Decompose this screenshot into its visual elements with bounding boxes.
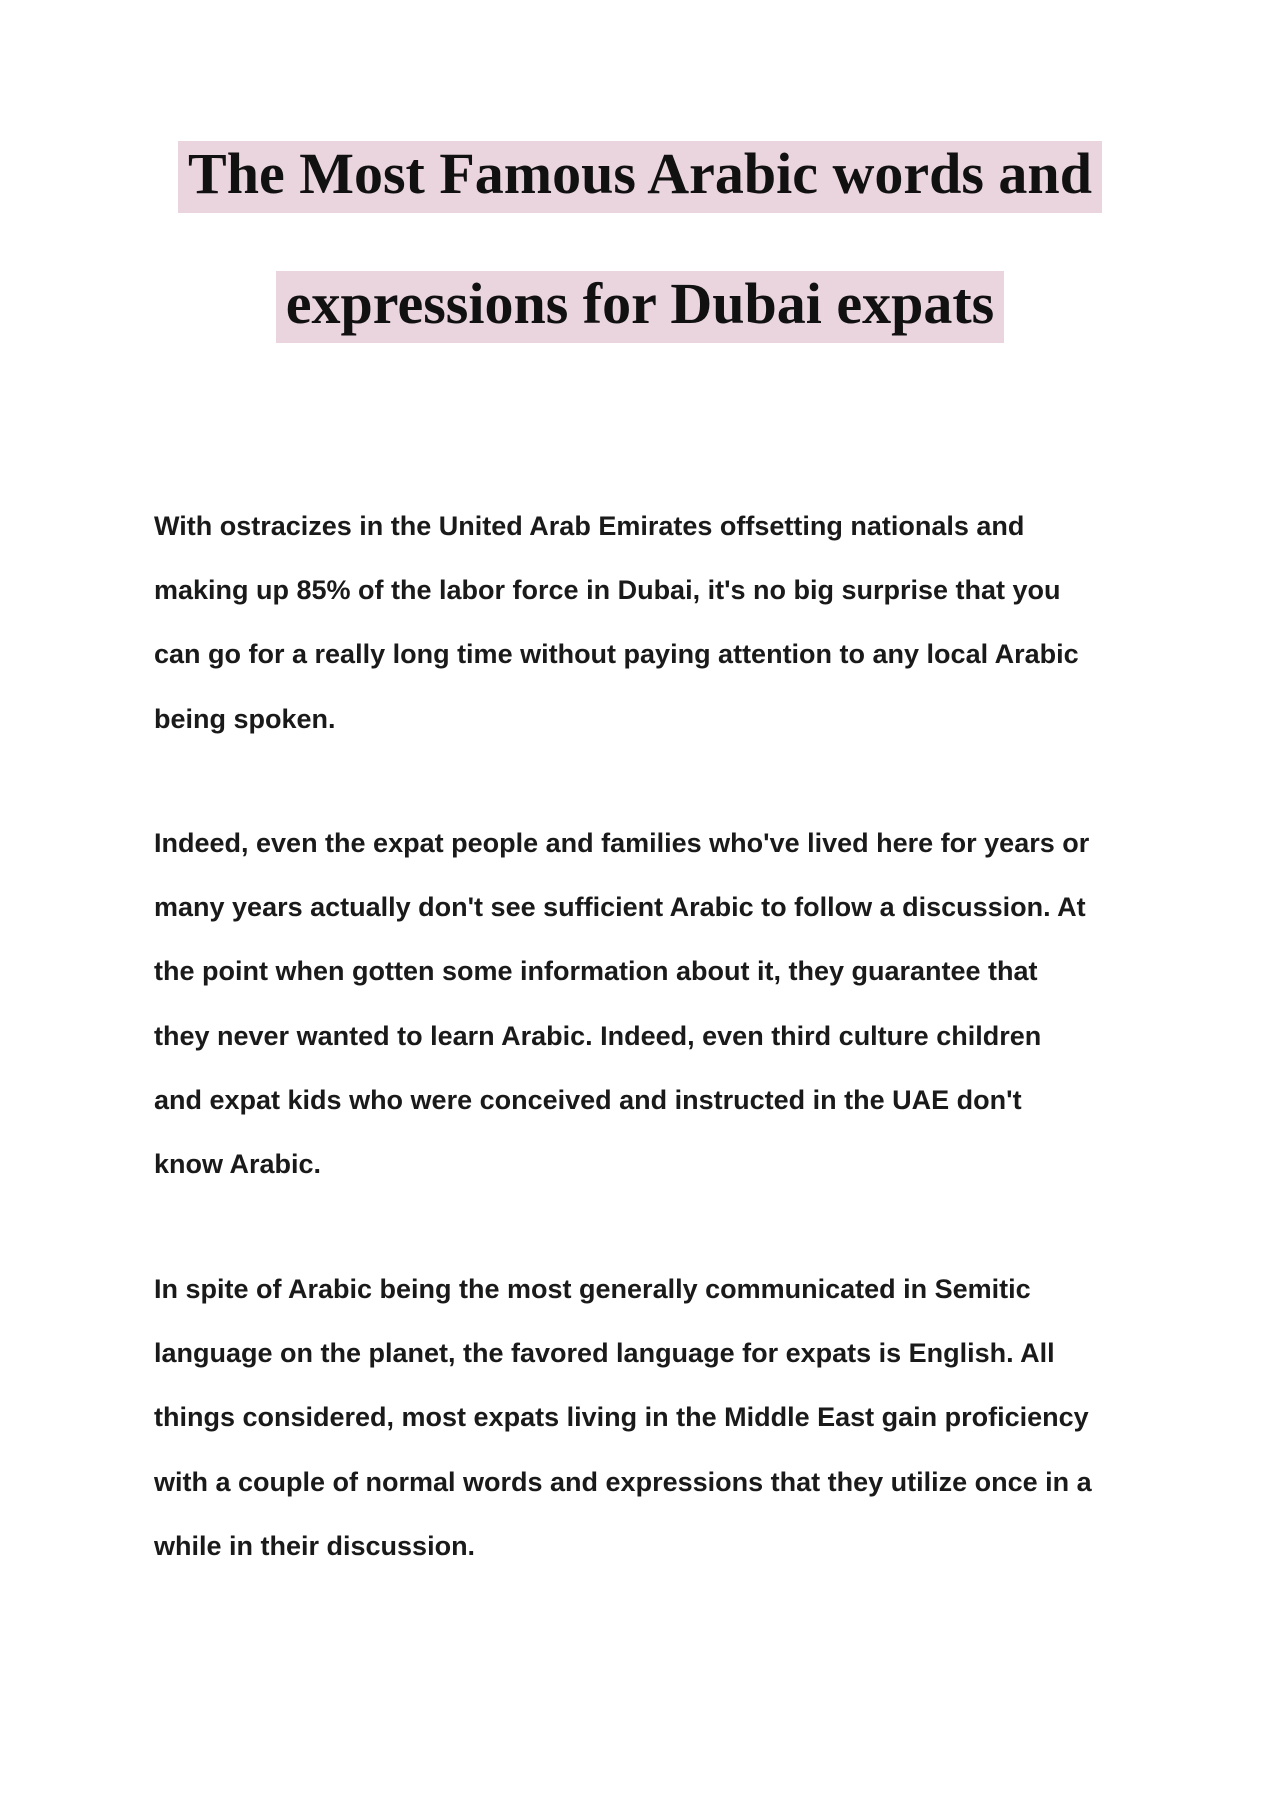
- paragraph-1-line-2: making up 85% of the labor force in Dubai, it's no big surprise that you: [154, 575, 1061, 605]
- paragraph-2-line-6: know Arabic.: [154, 1149, 322, 1179]
- paragraph-2-line-4: they never wanted to learn Arabic. Indeed, even third culture children: [154, 1021, 1042, 1051]
- paragraph-3-line-1: In spite of Arabic being the most generally communicated in Semitic: [154, 1274, 1031, 1304]
- paragraph-1-line-3: can go for a really long time without paying attention to any local Arabic: [154, 639, 1079, 669]
- paragraph-3-line-2: language on the planet, the favored language for expats is English. All: [154, 1338, 1055, 1368]
- paragraph-2-line-1: Indeed, even the expat people and families who've lived here for years or: [154, 828, 1090, 858]
- paragraph-3-line-5: while in their discussion.: [154, 1531, 476, 1561]
- paragraph-1-line-4: being spoken.: [154, 704, 336, 734]
- title-line-1: The Most Famous Arabic words and: [178, 141, 1102, 213]
- paragraph-2-line-3: the point when gotten some information about it, they guarantee that: [154, 956, 1038, 986]
- paragraph-3-line-4: with a couple of normal words and expressions that they utilize once in a: [154, 1467, 1092, 1497]
- title-line-2: expressions for Dubai expats: [276, 271, 1004, 343]
- paragraph-1-line-1: With ostracizes in the United Arab Emirates offsetting nationals and: [154, 511, 1025, 541]
- paragraph-3-line-3: things considered, most expats living in the Middle East gain proficiency: [154, 1402, 1089, 1432]
- paragraph-2-line-5: and expat kids who were conceived and instructed in the UAE don't: [154, 1085, 1022, 1115]
- paragraph-2-line-2: many years actually don't see sufficient Arabic to follow a discussion. At: [154, 892, 1086, 922]
